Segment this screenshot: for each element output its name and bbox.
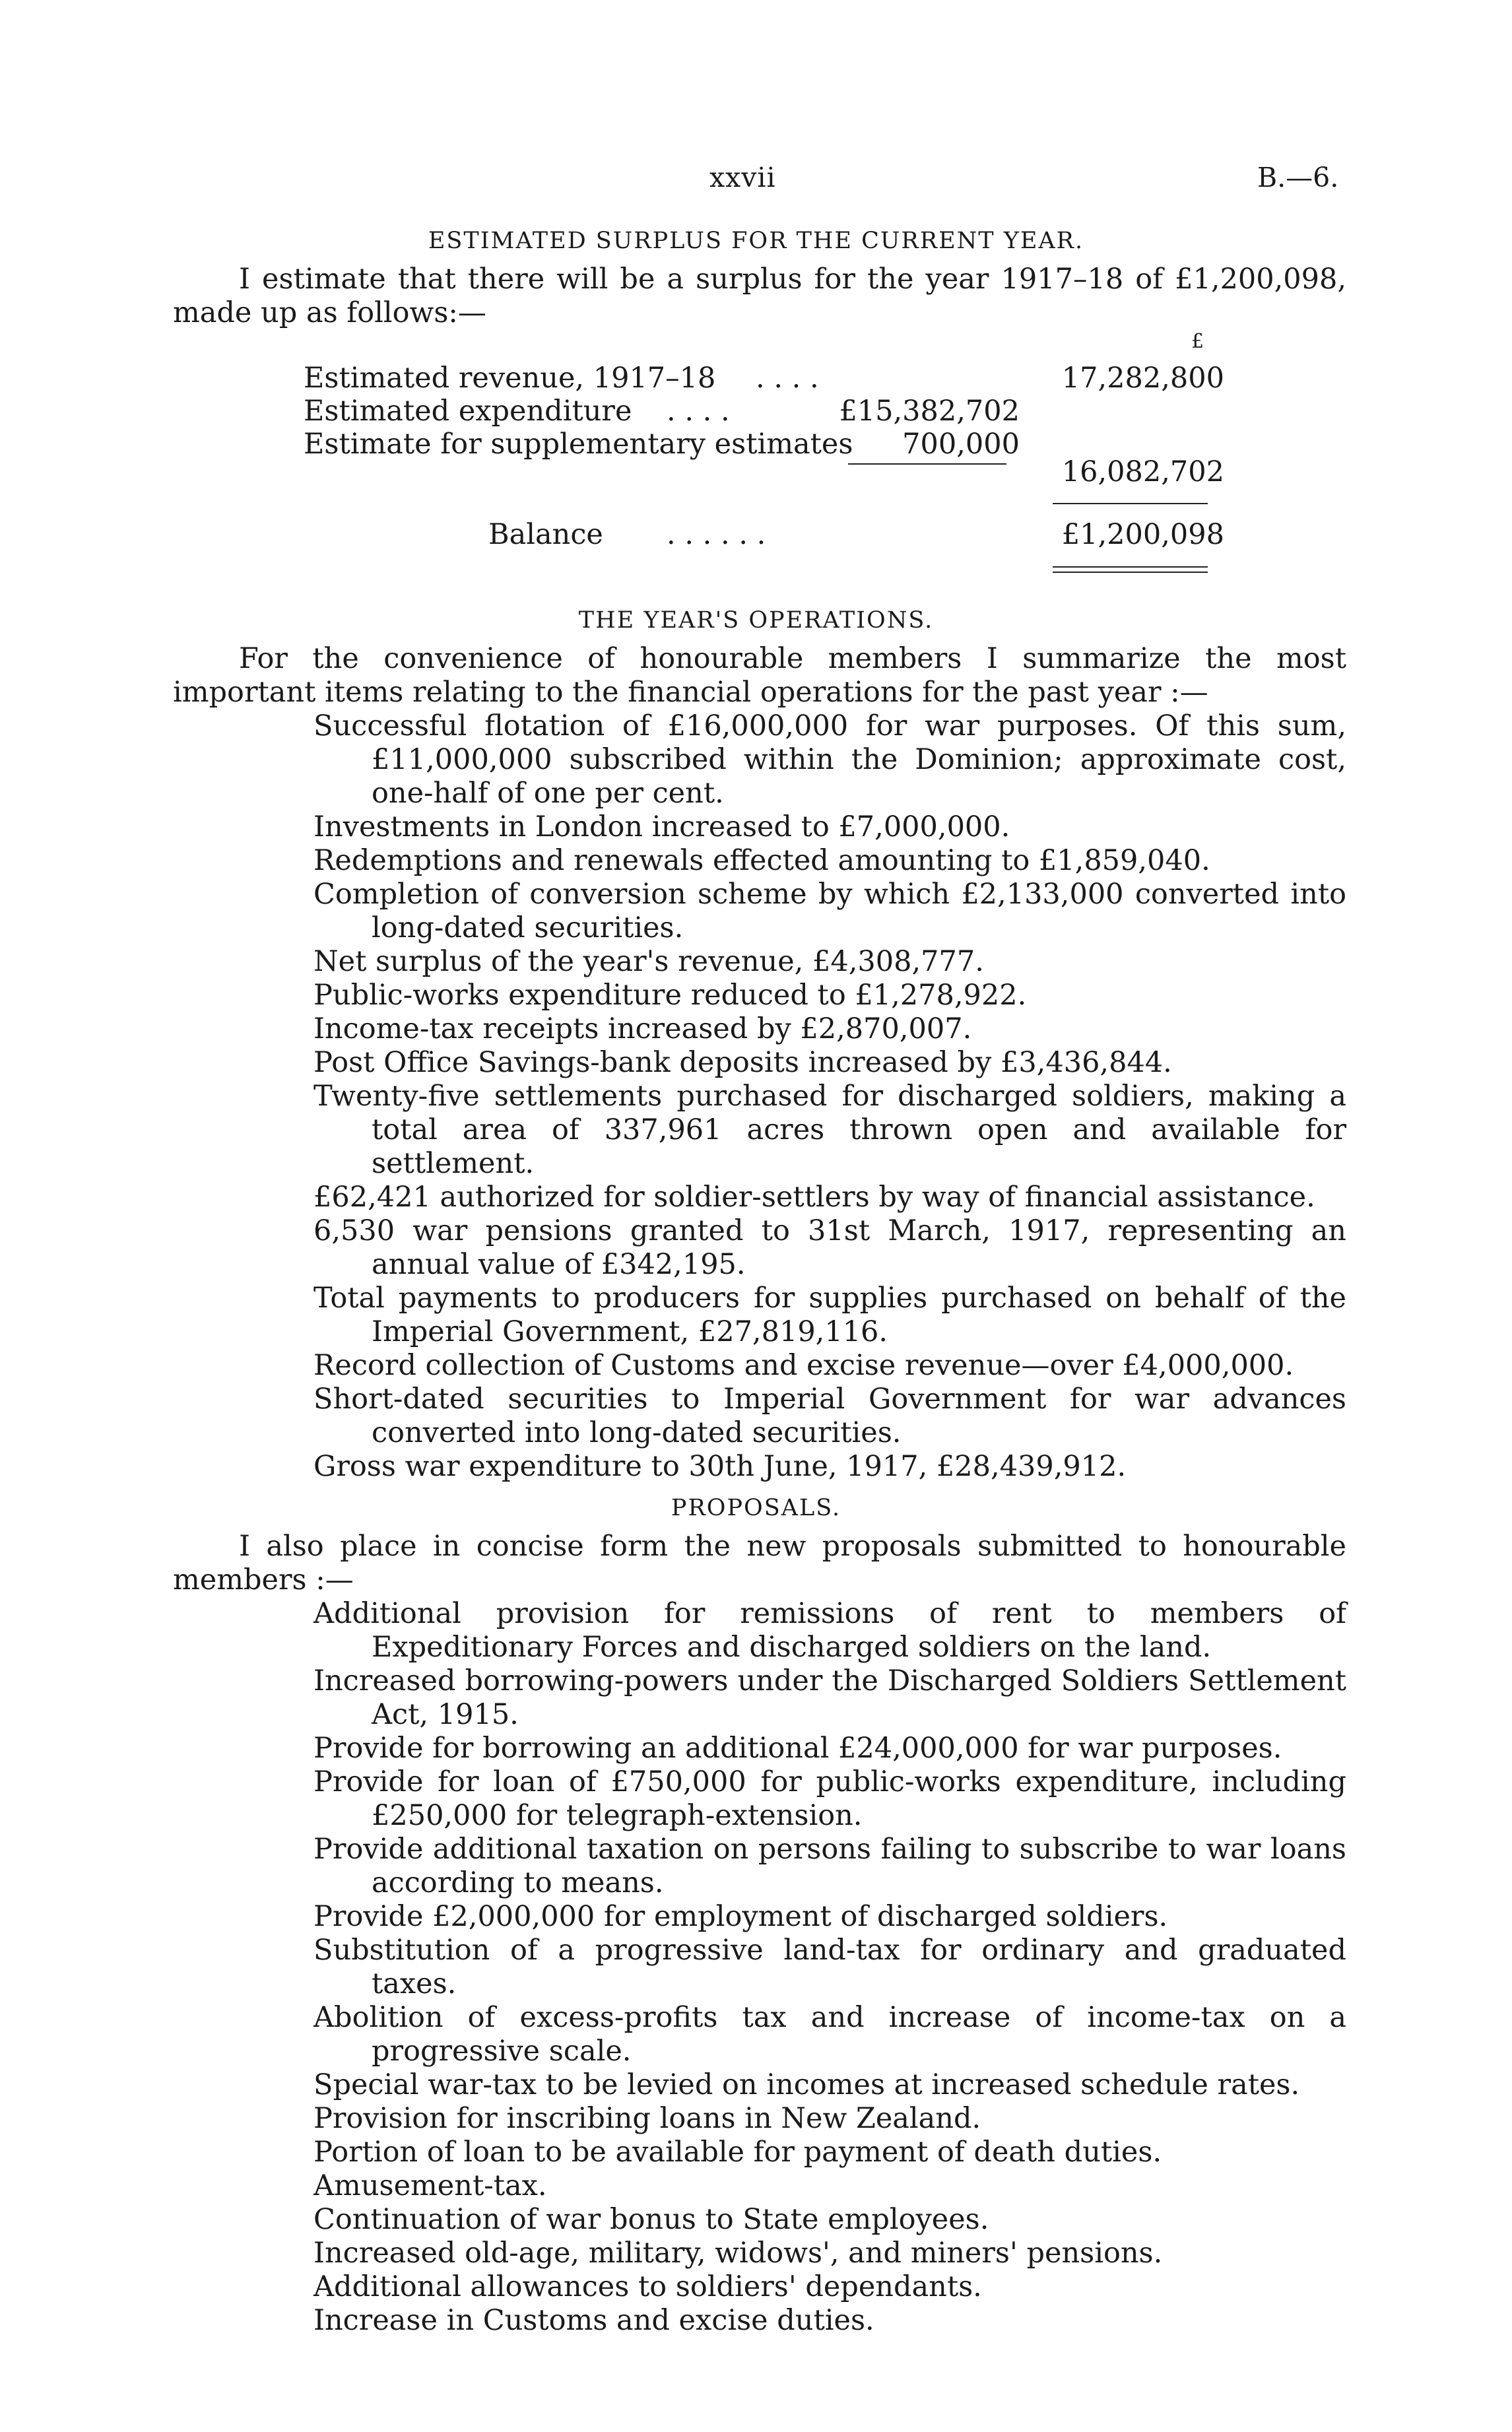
- list-item: Provide for borrowing an additional £24,000,000 for war purposes.: [313, 1732, 1282, 1765]
- operations-heading: THE YEAR'S OPERATIONS.: [578, 607, 934, 634]
- operations-intro: For the convenience of honourable members I summarize the most important items relating to the financial operations for the past year :—: [173, 642, 1346, 709]
- row-label: Estimated revenue, 1917–18: [304, 362, 716, 395]
- subtotal-row: [0, 455, 1512, 488]
- list-item: Investments in London increased to £7,000,000.: [313, 810, 1010, 843]
- list-item: Abolition of excess-profits tax and increase of income-tax on a progressive scale.: [313, 2001, 1346, 2068]
- balance-dots: . . . . . .: [667, 518, 766, 551]
- list-item: Additional allowances to soldiers' dependants.: [313, 2270, 982, 2303]
- row-label: Estimate for supplementary estimates: [304, 428, 853, 461]
- row-dots: . . . .: [756, 362, 819, 395]
- surplus-row: [0, 395, 1512, 428]
- list-item: Continuation of war bonus to State employees.: [313, 2203, 989, 2236]
- balance-top-rule: [1053, 503, 1208, 504]
- list-item: Substitution of a progressive land-tax for ordinary and graduated taxes.: [313, 1934, 1346, 2000]
- list-item: Completion of conversion scheme by which £2,133,000 converted into long-dated securities.: [313, 878, 1346, 944]
- list-item: Increased old-age, military, widows', and miners' pensions.: [313, 2237, 1163, 2270]
- balance-double-rule-2: [1053, 572, 1208, 573]
- subtotal-value: 16,082,702: [1061, 455, 1224, 488]
- list-item: Income-tax receipts increased by £2,870,007.: [313, 1012, 972, 1045]
- list-item: Additional provision for remissions of rent to members of Expeditionary Forces and discharged soldiers on the land.: [313, 1597, 1346, 1664]
- proposals-list: [313, 1597, 1346, 2338]
- list-item: Net surplus of the year's revenue, £4,308,777.: [313, 945, 984, 978]
- list-item: Gross war expenditure to 30th June, 1917, £28,439,912.: [313, 1450, 1127, 1483]
- list-item: Public-works expenditure reduced to £1,278,922.: [313, 979, 1027, 1012]
- proposals-heading: PROPOSALS.: [671, 1495, 841, 1521]
- surplus-intro: I estimate that there will be a surplus for the year 1917–18 of £1,200,098, made up as follows:—: [173, 263, 1346, 329]
- document-reference: B.—6.: [1257, 162, 1339, 193]
- list-item: Twenty-five settlements purchased for discharged soldiers, making a total area of 337,961 acres thrown open and available for settlement.: [313, 1080, 1346, 1180]
- row-mid-value: 700,000: [902, 428, 1020, 461]
- list-item: £62,421 authorized for soldier-settlers by way of financial assistance.: [313, 1181, 1315, 1214]
- row-right-value: 17,282,800: [1061, 362, 1224, 395]
- list-item: Post Office Savings-bank deposits increased by £3,436,844.: [313, 1046, 1172, 1079]
- list-item: Provision for inscribing loans in New Zealand.: [313, 2102, 981, 2135]
- list-item: 6,530 war pensions granted to 31st March, 1917, representing an annual value of £342,195.: [313, 1214, 1346, 1281]
- row-dots: . . . .: [667, 395, 730, 428]
- list-item: Total payments to producers for supplies purchased on behalf of the Imperial Government, £27,819,116.: [313, 1282, 1346, 1348]
- balance-row: [0, 518, 1512, 551]
- list-item: Portion of loan to be available for payment of death duties.: [313, 2136, 1162, 2169]
- balance-value: £1,200,098: [1061, 518, 1224, 551]
- surplus-row: [0, 362, 1512, 395]
- currency-symbol: £: [1191, 330, 1204, 353]
- surplus-heading: ESTIMATED SURPLUS FOR THE CURRENT YEAR.: [428, 228, 1084, 254]
- list-item: Short-dated securities to Imperial Government for war advances converted into long-dated securities.: [313, 1383, 1346, 1449]
- balance-double-rule-1: [1053, 566, 1208, 568]
- row-mid-value: £15,382,702: [839, 395, 1020, 428]
- list-item: Amusement-tax.: [313, 2169, 547, 2202]
- list-item: Successful flotation of £16,000,000 for war purposes. Of this sum, £11,000,000 subscribed within the Dominion; approximate cost, one-half of one per cent.: [313, 709, 1346, 810]
- list-item: Provide £2,000,000 for employment of discharged soldiers.: [313, 1900, 1168, 1933]
- row-label: Estimated expenditure: [304, 395, 632, 428]
- list-item: Provide additional taxation on persons failing to subscribe to war loans according to means.: [313, 1833, 1346, 1899]
- list-item: Provide for loan of £750,000 for public-works expenditure, including £250,000 for telegraph-extension.: [313, 1765, 1346, 1832]
- balance-label: Balance: [488, 518, 603, 551]
- operations-list: [313, 709, 1346, 1484]
- list-item: Increased borrowing-powers under the Discharged Soldiers Settlement Act, 1915.: [313, 1664, 1346, 1731]
- list-item: Redemptions and renewals effected amounting to £1,859,040.: [313, 844, 1210, 877]
- proposals-intro: I also place in concise form the new proposals submitted to honourable members :—: [173, 1530, 1346, 1596]
- list-item: Increase in Customs and excise duties.: [313, 2304, 874, 2337]
- page-number: xxvii: [709, 162, 776, 193]
- list-item: Special war-tax to be levied on incomes at increased schedule rates.: [313, 2068, 1300, 2101]
- list-item: Record collection of Customs and excise revenue—over £4,000,000.: [313, 1349, 1294, 1382]
